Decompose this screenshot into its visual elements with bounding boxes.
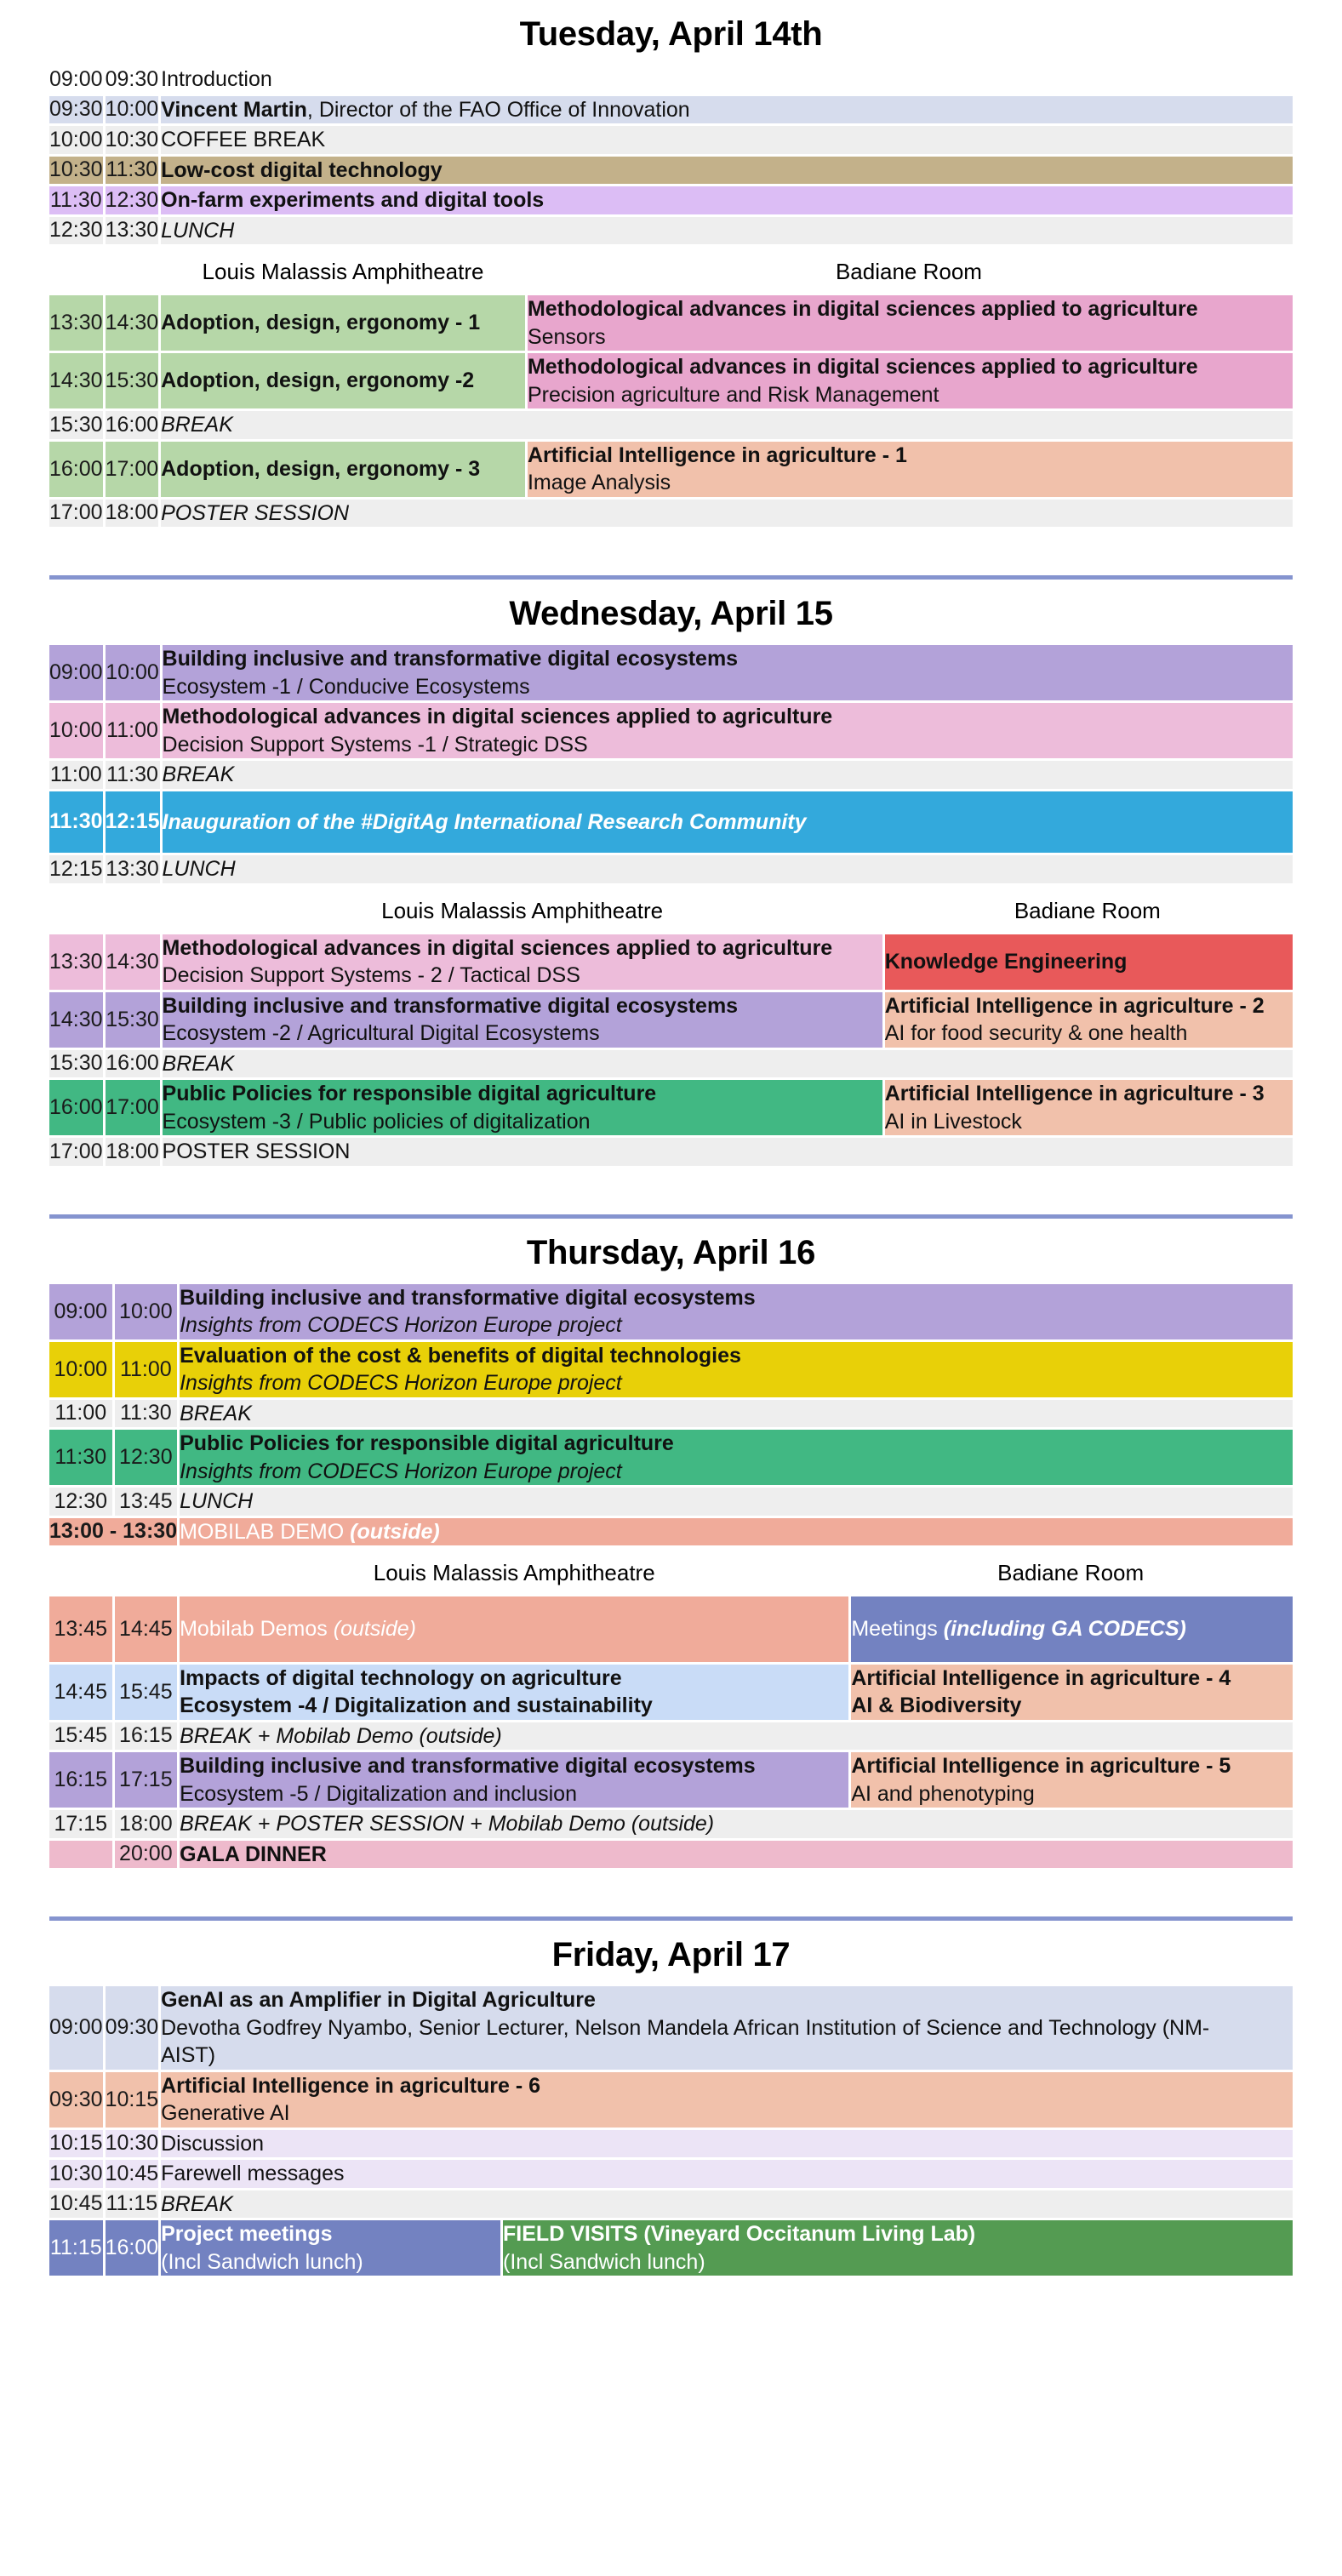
session-title: Farewell messages — [161, 2162, 345, 2185]
spacer — [0, 529, 1342, 575]
row-start-time: 14:45 — [49, 1665, 115, 1722]
table-row[interactable] — [49, 500, 1293, 530]
day-block-wednesday — [0, 575, 1342, 1214]
session-title: GenAI as an Amplifier in Digital Agriculture — [161, 1988, 596, 2012]
session-title: Artificial Intelligence in agriculture - 1 — [527, 443, 907, 467]
row-start-time: 09:30 — [49, 2072, 106, 2130]
row-content — [163, 855, 1293, 886]
row-end-time: 16:15 — [115, 1722, 180, 1753]
room-name-left: Louis Malassis Amphitheatre — [381, 897, 664, 923]
row-end-time: 10:15 — [106, 2072, 162, 2130]
session-title: Knowledge Engineering — [884, 949, 1128, 974]
session-title: BREAK — [162, 763, 235, 786]
session-title: BREAK — [180, 1401, 252, 1425]
row-end-time: 09:30 — [106, 66, 162, 96]
session-title: LUNCH — [180, 1489, 254, 1513]
session-left — [163, 1080, 882, 1138]
session-subtitle: Insights from CODECS Horizon Europe project — [180, 1371, 622, 1395]
spacer — [49, 886, 106, 934]
session-title: Methodological advances in digital sciences applied to agriculture — [162, 935, 833, 960]
session-title: Low-cost digital technology — [161, 157, 443, 182]
row-end-time: 12:30 — [106, 186, 162, 217]
table-row[interactable] — [49, 186, 1293, 217]
session-note: (outside) — [327, 1617, 417, 1641]
session-title: Inauguration of the #DigitAg International Research Community — [162, 809, 807, 834]
table-row[interactable] — [49, 1665, 1293, 1722]
session-left — [161, 353, 525, 411]
row-end-time: 16:00 — [106, 411, 162, 442]
session-title: BREAK — [162, 1051, 235, 1076]
table-row[interactable] — [49, 1986, 1293, 2072]
session-title: Building inclusive and transformative digital ecosystems — [162, 647, 739, 671]
room-header-row — [49, 886, 1293, 934]
row-start-time: 10:15 — [49, 2130, 106, 2161]
session-title: Public Policies for responsible digital agriculture — [162, 1082, 657, 1105]
table-row[interactable] — [49, 1596, 1293, 1665]
row-content — [163, 1138, 1293, 1168]
room-header-right — [525, 247, 1293, 295]
table-row[interactable] — [49, 1752, 1293, 1810]
row-content — [163, 703, 1293, 761]
table-row[interactable] — [49, 2160, 1293, 2190]
session-right — [882, 934, 1293, 992]
row-content — [180, 1430, 1293, 1488]
session-right — [500, 2220, 1293, 2278]
session-right — [882, 1080, 1293, 1138]
session-title: COFFEE BREAK — [161, 128, 326, 151]
table-row[interactable] — [49, 855, 1293, 886]
table-row[interactable] — [49, 1518, 1293, 1549]
session-subtitle: AI in Livestock — [884, 1109, 1022, 1134]
room-header-left — [161, 247, 525, 295]
table-row[interactable] — [49, 2220, 1293, 2278]
session-title: Meetings — [851, 1617, 938, 1641]
session-title: POSTER SESSION — [161, 500, 350, 525]
session-title: Artificial Intelligence in agriculture - 5 — [851, 1754, 1231, 1778]
session-title: Discussion — [161, 2131, 264, 2156]
session-title: Methodological advances in digital sciences applied to agriculture — [527, 355, 1198, 379]
row-end-time: 17:00 — [106, 1080, 163, 1138]
session-left — [180, 1752, 848, 1810]
session-left — [161, 295, 525, 353]
row-start-time: 10:30 — [49, 2160, 106, 2190]
table-row[interactable] — [49, 992, 1293, 1050]
row-content — [161, 217, 1293, 248]
row-start-time: 10:30 — [49, 157, 106, 187]
table-row[interactable] — [49, 2072, 1293, 2130]
spacer — [0, 1871, 1342, 1916]
row-start-time: 09:00 — [49, 1986, 106, 2072]
speaker-role: , Director of the FAO Office of Innovation — [306, 97, 690, 122]
row-end-time: 12:30 — [115, 1430, 180, 1488]
session-title: Building inclusive and transformative digital ecosystems — [180, 1285, 756, 1310]
table-row[interactable] — [49, 126, 1293, 157]
row-start-time: 10:45 — [49, 2190, 106, 2221]
spacer — [115, 1548, 180, 1596]
row-end-time: 11:00 — [115, 1342, 180, 1400]
day-block-tuesday — [0, 0, 1342, 575]
session-title: Building inclusive and transformative digital ecosystems — [162, 993, 739, 1018]
row-start-time: 09:30 — [49, 96, 106, 127]
row-end-time: 11:00 — [106, 703, 163, 761]
session-subtitle: Ecosystem -2 / Agricultural Digital Ecosystems — [162, 1021, 600, 1045]
row-end-time: 13:30 — [106, 217, 162, 248]
row-start-time: 14:30 — [49, 353, 106, 411]
row-start-time: 10:00 — [49, 1342, 115, 1400]
session-title: Methodological advances in digital sciences applied to agriculture — [527, 297, 1198, 321]
session-title: MOBILAB DEMO — [180, 1519, 345, 1544]
table-row[interactable] — [49, 2190, 1293, 2221]
row-end-time: 09:30 — [106, 1986, 162, 2072]
row-content — [161, 126, 1293, 157]
row-end-time: 13:45 — [115, 1488, 180, 1518]
session-title: Adoption, design, ergonomy - 3 — [161, 456, 481, 481]
row-start-time: 11:30 — [49, 1430, 115, 1488]
session-left — [161, 442, 525, 500]
session-subtitle: Decision Support Systems -1 / Strategic DSS — [162, 732, 588, 757]
row-content — [163, 761, 1293, 791]
session-subtitle: AI for food security & one health — [884, 1021, 1188, 1045]
row-start-time: 10:00 — [49, 126, 106, 157]
session-title: Adoption, design, ergonomy -2 — [161, 368, 475, 393]
session-subtitle: Ecosystem -5 / Digitalization and inclusion — [180, 1781, 577, 1806]
row-start-time: 10:00 — [49, 703, 106, 761]
row-start-time: 12:30 — [49, 1488, 115, 1518]
row-content — [161, 96, 1293, 127]
row-end-time: 13:30 — [106, 855, 163, 886]
row-content — [161, 1986, 1293, 2072]
session-title: Introduction — [161, 67, 272, 91]
table-row[interactable] — [49, 1080, 1293, 1138]
row-end-time: 11:30 — [115, 1400, 180, 1431]
room-header-left — [163, 886, 882, 934]
session-right — [848, 1665, 1293, 1722]
table-row[interactable] — [49, 1400, 1293, 1431]
row-content — [161, 157, 1293, 187]
row-content — [180, 1841, 1293, 1871]
session-title: On-farm experiments and digital tools — [161, 188, 545, 212]
day-title-tuesday: Tuesday, April 14th — [519, 15, 823, 53]
row-start-time: 11:30 — [49, 791, 106, 856]
row-end-time: 18:00 — [106, 1138, 163, 1168]
spacer — [49, 1548, 115, 1596]
row-content — [163, 791, 1293, 856]
session-subtitle: Ecosystem -4 / Digitalization and sustainability — [180, 1694, 653, 1717]
row-start-time — [49, 1841, 115, 1871]
room-name-right: Badiane Room — [1014, 897, 1161, 923]
session-title: FIELD VISITS (Vineyard Occitanum Living Lab) — [503, 2222, 976, 2246]
schedule-table-thursday — [49, 1284, 1293, 1871]
day-title-wednesday: Wednesday, April 15 — [509, 595, 833, 632]
session-subtitle: Precision agriculture and Risk Management — [527, 382, 939, 407]
table-row[interactable] — [49, 1488, 1293, 1518]
session-left — [163, 992, 882, 1050]
row-start-time: 17:15 — [49, 1810, 115, 1841]
spacer — [106, 247, 162, 295]
row-content — [180, 1518, 1293, 1549]
row-end-time: 14:45 — [115, 1596, 180, 1665]
row-end-time: 12:15 — [106, 791, 163, 856]
schedule-table-friday — [49, 1986, 1293, 2278]
row-end-time: 16:00 — [106, 1050, 163, 1081]
table-row[interactable] — [49, 1138, 1293, 1168]
table-row[interactable] — [49, 157, 1293, 187]
row-end-time: 18:00 — [106, 500, 162, 530]
session-right — [848, 1752, 1293, 1810]
room-header-right — [882, 886, 1293, 934]
session-title: BREAK — [161, 413, 233, 437]
session-title: Project meetings — [161, 2222, 333, 2246]
day-title-thursday: Thursday, April 16 — [526, 1233, 816, 1271]
row-end-time: 10:45 — [106, 2160, 162, 2190]
session-subtitle: Insights from CODECS Horizon Europe project — [180, 1459, 622, 1483]
row-start-time: 16:15 — [49, 1752, 115, 1810]
room-name-left: Louis Malassis Amphitheatre — [202, 259, 484, 284]
table-row[interactable] — [49, 217, 1293, 248]
row-content — [161, 2160, 1293, 2190]
session-subtitle: Sensors — [527, 324, 606, 349]
session-title: Methodological advances in digital sciences applied to agriculture — [162, 705, 833, 728]
row-content — [163, 1050, 1293, 1081]
session-title: Artificial Intelligence in agriculture - 4 — [851, 1665, 1231, 1690]
session-title: BREAK + Mobilab Demo (outside) — [180, 1723, 502, 1748]
table-row[interactable] — [49, 1050, 1293, 1081]
session-right — [525, 295, 1293, 353]
table-row[interactable] — [49, 934, 1293, 992]
session-right — [848, 1596, 1293, 1665]
row-content — [180, 1284, 1293, 1342]
session-left — [161, 2220, 500, 2278]
spacer — [49, 247, 106, 295]
row-start-time: 16:00 — [49, 442, 106, 500]
session-title: Public Policies for responsible digital agriculture — [180, 1431, 674, 1455]
row-end-time: 11:30 — [106, 157, 162, 187]
day-block-friday — [0, 1916, 1342, 2278]
session-title: Building inclusive and transformative digital ecosystems — [180, 1754, 756, 1778]
row-content — [180, 1722, 1293, 1753]
row-content — [161, 2130, 1293, 2161]
table-row[interactable] — [49, 66, 1293, 96]
row-content — [180, 1342, 1293, 1400]
session-note: (including GA CODECS) — [937, 1617, 1186, 1641]
row-end-time: 10:00 — [106, 645, 163, 703]
row-content — [161, 2190, 1293, 2221]
row-content — [180, 1488, 1293, 1518]
row-start-time: 09:00 — [49, 1284, 115, 1342]
row-end-time: 10:00 — [115, 1284, 180, 1342]
spacer — [0, 1168, 1342, 1214]
table-row[interactable] — [49, 353, 1293, 411]
table-row[interactable] — [49, 442, 1293, 500]
session-title: Artificial Intelligence in agriculture - 2 — [884, 993, 1265, 1018]
session-subtitle: Ecosystem -1 / Conducive Ecosystems — [162, 674, 530, 699]
session-left — [163, 934, 882, 992]
session-subtitle: Ecosystem -3 / Public policies of digitalization — [162, 1109, 591, 1134]
day-block-thursday — [0, 1214, 1342, 1917]
speaker-name: Vincent Martin — [161, 97, 307, 122]
table-row[interactable] — [49, 791, 1293, 856]
row-content — [161, 411, 1293, 442]
session-left — [180, 1665, 848, 1722]
table-row[interactable] — [49, 703, 1293, 761]
row-end-time: 16:00 — [106, 2220, 162, 2278]
row-start-time: 12:15 — [49, 855, 106, 886]
table-row[interactable] — [49, 761, 1293, 791]
session-title: LUNCH — [161, 218, 235, 243]
room-header-row — [49, 247, 1293, 295]
table-row[interactable] — [49, 1430, 1293, 1488]
row-start-time: 12:30 — [49, 217, 106, 248]
row-end-time: 11:15 — [106, 2190, 162, 2221]
row-start-time: 13:30 — [49, 295, 106, 353]
session-subtitle: Image Analysis — [527, 471, 671, 494]
table-row[interactable] — [49, 295, 1293, 353]
session-title: Adoption, design, ergonomy - 1 — [161, 311, 481, 335]
session-title: Impacts of digital technology on agriculture — [180, 1665, 622, 1690]
room-name-right: Badiane Room — [997, 1560, 1145, 1585]
room-header-left — [180, 1548, 848, 1596]
row-start-time: 13:30 — [49, 934, 106, 992]
spacer — [106, 886, 163, 934]
row-end-time: 11:30 — [106, 761, 163, 791]
session-title: POSTER SESSION — [162, 1139, 351, 1163]
session-subtitle: AI and phenotyping — [851, 1781, 1035, 1806]
session-subtitle: (Incl Sandwich lunch) — [161, 2249, 363, 2274]
row-start-time: 13:45 — [49, 1596, 115, 1665]
row-end-time: 15:30 — [106, 992, 163, 1050]
table-row[interactable] — [49, 1284, 1293, 1342]
row-end-time: 17:15 — [115, 1752, 180, 1810]
row-content — [161, 500, 1293, 530]
row-end-time: 15:30 — [106, 353, 162, 411]
row-end-time: 17:00 — [106, 442, 162, 500]
row-end-time: 10:00 — [106, 96, 162, 127]
session-title: Mobilab Demos — [180, 1617, 328, 1641]
row-content — [161, 186, 1293, 217]
row-start-time: 11:30 — [49, 186, 106, 217]
session-title: LUNCH — [162, 857, 236, 881]
row-start-time: 11:15 — [49, 2220, 106, 2278]
row-start-time: 11:00 — [49, 1400, 115, 1431]
session-right — [882, 992, 1293, 1050]
row-start-time: 15:30 — [49, 411, 106, 442]
session-subtitle: (Incl Sandwich lunch) — [503, 2249, 705, 2274]
session-note: (outside) — [344, 1519, 440, 1544]
row-start-time: 16:00 — [49, 1080, 106, 1138]
row-end-time: 14:30 — [106, 295, 162, 353]
room-header-right — [848, 1548, 1293, 1596]
row-end-time: 10:30 — [106, 2130, 162, 2161]
session-subtitle: Insights from CODECS Horizon Europe project — [180, 1313, 622, 1337]
room-name-right: Badiane Room — [835, 259, 982, 284]
table-row[interactable] — [49, 411, 1293, 442]
row-start-time: 14:30 — [49, 992, 106, 1050]
table-row[interactable] — [49, 645, 1293, 703]
table-row[interactable] — [49, 1841, 1293, 1871]
row-end-time: 20:00 — [115, 1841, 180, 1871]
row-end-time: 10:30 — [106, 126, 162, 157]
row-content — [163, 645, 1293, 703]
session-title: BREAK + POSTER SESSION + Mobilab Demo (outside) — [180, 1812, 715, 1836]
session-subtitle: Decision Support Systems - 2 / Tactical DSS — [162, 963, 580, 987]
row-start-time: 17:00 — [49, 1138, 106, 1168]
session-title: Artificial Intelligence in agriculture - 6 — [161, 2073, 541, 2098]
row-end-time: 15:45 — [115, 1665, 180, 1722]
schedule-table-tuesday — [49, 66, 1293, 529]
session-title: GALA DINNER — [180, 1842, 327, 1866]
row-start-time: 15:45 — [49, 1722, 115, 1753]
table-row[interactable] — [49, 1722, 1293, 1753]
row-content — [161, 2072, 1293, 2130]
session-title: BREAK — [161, 2191, 233, 2216]
row-start-time: 15:30 — [49, 1050, 106, 1081]
session-right — [525, 442, 1293, 500]
session-title: Evaluation of the cost & benefits of digital technologies — [180, 1343, 741, 1368]
row-end-time: 18:00 — [115, 1810, 180, 1841]
table-row[interactable] — [49, 1810, 1293, 1841]
room-name-left: Louis Malassis Amphitheatre — [373, 1560, 655, 1585]
row-start-time: 09:00 — [49, 66, 106, 96]
row-start-time: 11:00 — [49, 761, 106, 791]
table-row[interactable] — [49, 96, 1293, 127]
row-start-time: 17:00 — [49, 500, 106, 530]
room-header-row — [49, 1548, 1293, 1596]
table-row[interactable] — [49, 1342, 1293, 1400]
row-end-time: 14:30 — [106, 934, 163, 992]
session-subtitle: Generative AI — [161, 2101, 290, 2125]
schedule-table-wednesday — [49, 645, 1293, 1168]
row-time-span: 13:00 - 13:30 — [49, 1518, 180, 1549]
session-subtitle: Devotha Godfrey Nyambo, Senior Lecturer, Nelson Mandela African Institution of Science and Technology (NM-AIST) — [161, 2015, 1210, 2067]
row-content — [180, 1810, 1293, 1841]
session-right — [525, 353, 1293, 411]
session-subtitle: AI & Biodiversity — [851, 1694, 1022, 1717]
day-title-friday: Friday, April 17 — [551, 1936, 791, 1973]
row-content — [180, 1400, 1293, 1431]
row-content — [161, 66, 1293, 96]
row-start-time: 09:00 — [49, 645, 106, 703]
session-left — [180, 1596, 848, 1665]
session-title: Artificial Intelligence in agriculture - 3 — [884, 1082, 1265, 1105]
table-row[interactable] — [49, 2130, 1293, 2161]
